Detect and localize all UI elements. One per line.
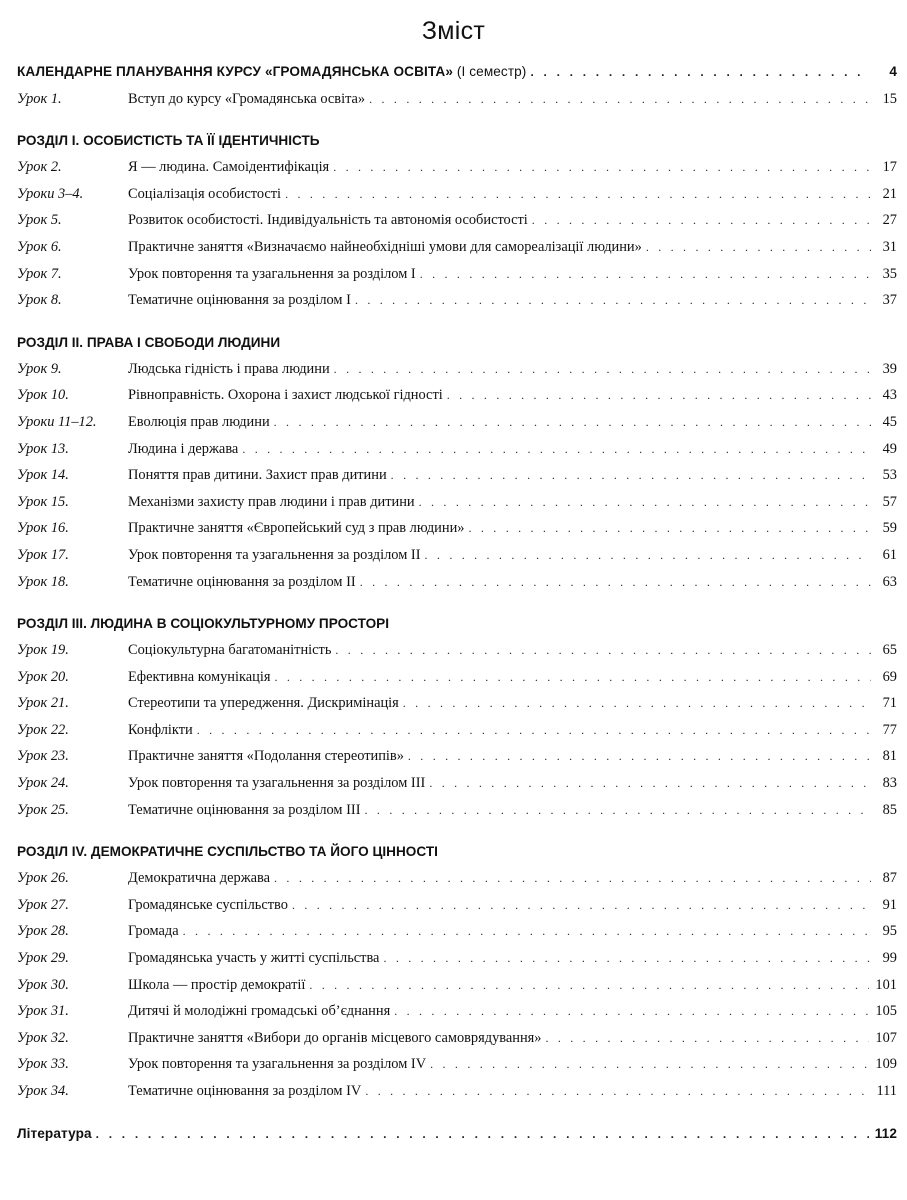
dot-leader <box>383 951 871 966</box>
toc-entry-lesson[interactable] <box>17 977 897 1004</box>
toc-page-number: 87 <box>882 870 897 887</box>
dot-leader <box>469 521 872 536</box>
lesson-number: Урок 18. <box>17 573 69 590</box>
toc-entry-title: Демократична держава <box>128 870 271 887</box>
lesson-number: Урок 1. <box>17 90 62 107</box>
toc-page-number: 49 <box>882 440 897 457</box>
dot-leader <box>420 267 871 282</box>
dot-leader <box>335 643 871 658</box>
toc-entry-lesson[interactable] <box>17 292 897 319</box>
toc-entry-lesson[interactable] <box>17 722 897 749</box>
dot-leader <box>530 65 871 79</box>
dot-leader <box>183 924 871 939</box>
toc-page-number: 91 <box>882 896 897 913</box>
toc-entry-title: Практичне заняття «Подолання стереотипів» <box>128 748 404 765</box>
dot-leader <box>545 1031 869 1046</box>
dot-leader <box>334 362 871 377</box>
toc-entry-lesson[interactable] <box>17 574 897 601</box>
toc-page-number: 111 <box>876 1083 897 1099</box>
toc-entry-title: Поняття прав дитини. Захист прав дитини <box>128 467 387 484</box>
toc-entry-title: Урок повторення та узагальнення за розділом IV <box>128 1056 427 1073</box>
toc-entry-lesson[interactable] <box>17 547 897 574</box>
lesson-number: Урок 22. <box>17 721 69 738</box>
toc-entry-lesson[interactable] <box>17 414 897 441</box>
toc-page-number: 77 <box>882 721 897 738</box>
toc-page-number: 85 <box>882 801 897 818</box>
toc-page-number: 53 <box>882 467 897 484</box>
toc-entry-title: Громадянське суспільство <box>128 896 288 913</box>
toc-entry-title: Розвиток особистості. Індивідуальність та автономія особистості <box>128 212 528 229</box>
toc-entry-lesson[interactable] <box>17 387 897 414</box>
dot-leader <box>333 160 871 175</box>
dot-leader <box>394 1004 869 1019</box>
dot-leader <box>646 240 871 255</box>
lesson-number: Урок 16. <box>17 520 69 537</box>
dot-leader <box>365 803 871 818</box>
toc-page-number: 59 <box>882 520 897 537</box>
toc-page-number: 43 <box>882 387 897 404</box>
toc-entry-lesson[interactable] <box>17 159 897 186</box>
toc-entry-title: Школа — простір демократії <box>128 976 306 993</box>
toc-page-number: 99 <box>882 950 897 967</box>
dot-leader <box>365 1084 870 1099</box>
toc-entry-lesson[interactable] <box>17 695 897 722</box>
lesson-number: Урок 33. <box>17 1056 69 1073</box>
toc-entry-lesson[interactable] <box>17 1030 897 1057</box>
dot-leader <box>355 293 871 308</box>
toc-entry-title: Стереотипи та упередження. Дискримінація <box>128 695 399 712</box>
lesson-number: Урок 14. <box>17 467 69 484</box>
lesson-number: Урок 19. <box>17 642 69 659</box>
section-heading: РОЗДІЛ IV. ДЕМОКРАТИЧНЕ СУСПІЛЬСТВО ТА ЙОГО ЦІННОСТІ <box>17 844 438 860</box>
toc-entry-lesson[interactable] <box>17 467 897 494</box>
toc-entry-title: Тематичне оцінювання за розділом ІІ <box>128 573 356 590</box>
toc-entry-lesson[interactable] <box>17 775 897 802</box>
toc-page-number: 57 <box>882 493 897 510</box>
toc-entry-calendar[interactable] <box>17 64 897 91</box>
toc-entry-title: Література <box>17 1125 92 1141</box>
lesson-number: Урок 31. <box>17 1003 69 1020</box>
dot-leader <box>292 898 871 913</box>
dot-leader <box>285 187 871 202</box>
dot-leader <box>274 415 871 430</box>
toc-entry-title: Соціалізація особистості <box>128 185 282 202</box>
dot-leader <box>447 388 871 403</box>
toc-entry-title: Людина і держава <box>128 440 239 457</box>
toc-entry-lesson[interactable] <box>17 520 897 547</box>
dot-leader <box>403 696 871 711</box>
toc-entry-title: Урок повторення та узагальнення за розділом ІІ <box>128 546 421 563</box>
toc-page-number: 39 <box>882 360 897 377</box>
toc-page-number: 27 <box>882 212 897 229</box>
table-of-contents <box>17 64 897 1152</box>
lesson-number: Урок 25. <box>17 801 69 818</box>
toc-page-number: 65 <box>882 642 897 659</box>
toc-entry-lesson[interactable] <box>17 870 897 897</box>
toc-entry-title: Вступ до курсу «Громадянська освіта» <box>128 90 366 107</box>
dot-leader <box>274 670 871 685</box>
toc-page-number: 4 <box>889 64 897 79</box>
toc-entry-title: Урок повторення та узагальнення за розділом І <box>128 265 416 282</box>
lesson-number: Уроки 3–4. <box>17 185 84 202</box>
dot-leader <box>429 776 871 791</box>
lesson-number: Урок 30. <box>17 976 69 993</box>
dot-leader <box>425 548 871 563</box>
toc-page-number: 15 <box>882 90 897 107</box>
toc-entry-title: Тематичне оцінювання за розділом IV <box>128 1083 362 1099</box>
toc-page-number: 69 <box>882 668 897 685</box>
toc-entry-lesson[interactable] <box>17 1003 897 1030</box>
toc-page-number: 61 <box>882 546 897 563</box>
dot-leader <box>532 213 871 228</box>
toc-entry-literature[interactable] <box>17 1126 897 1153</box>
lesson-number: Урок 6. <box>17 238 62 255</box>
section-heading: РОЗДІЛ І. ОСОБИСТІСТЬ ТА ЇЇ ІДЕНТИЧНІСТЬ <box>17 133 320 149</box>
toc-entry-lesson[interactable] <box>17 669 897 696</box>
toc-entry-title: Практичне заняття «Вибори до органів місцевого самоврядування» <box>128 1029 542 1046</box>
toc-entry-title: Ефективна комунікація <box>128 668 271 685</box>
dot-leader <box>408 749 871 764</box>
toc-page-number: 83 <box>882 775 897 792</box>
toc-page-number: 37 <box>882 292 897 309</box>
toc-entry-title: Урок повторення та узагальнення за розділом ІІІ <box>128 775 426 792</box>
toc-page-number: 95 <box>882 923 897 940</box>
toc-page-number: 112 <box>874 1125 897 1141</box>
toc-entry-lesson[interactable] <box>17 950 897 977</box>
section-heading: РОЗДІЛ ІІІ. ЛЮДИНА В СОЦІОКУЛЬТУРНОМУ ПРОСТОРІ <box>17 616 390 632</box>
lesson-number: Урок 7. <box>17 265 62 282</box>
lesson-number: Урок 28. <box>17 923 69 940</box>
toc-page-number: 107 <box>875 1029 897 1046</box>
toc-entry-title: Рівноправність. Охорона і захист людської гідності <box>128 387 443 404</box>
lesson-number: Урок 2. <box>17 159 62 176</box>
toc-entry-lesson[interactable] <box>17 266 897 293</box>
toc-page-number: 35 <box>882 265 897 282</box>
toc-entry-title: Я — людина. Самоідентифікація <box>128 159 330 176</box>
lesson-number: Урок 17. <box>17 546 69 563</box>
toc-entry-lesson[interactable] <box>17 748 897 775</box>
toc-entry-title: Тематичне оцінювання за розділом І <box>128 292 351 309</box>
toc-entry-lesson[interactable] <box>17 186 897 213</box>
toc-entry-lesson[interactable] <box>17 1056 897 1083</box>
dot-leader <box>309 978 869 993</box>
toc-page-number: 63 <box>882 573 897 590</box>
toc-entry-title: Практичне заняття «Визначаємо найнеобхідніші умови для самореалізації людини» <box>128 238 642 255</box>
lesson-number: Урок 8. <box>17 292 62 309</box>
toc-page-number: 105 <box>875 1003 897 1020</box>
toc-entry-title: Дитячі й молодіжні громадські об’єднання <box>128 1003 391 1020</box>
lesson-number: Урок 27. <box>17 896 69 913</box>
lesson-number: Урок 23. <box>17 748 69 765</box>
dot-leader <box>369 92 871 107</box>
toc-entry-lesson[interactable] <box>17 1083 897 1110</box>
toc-page-number: 81 <box>882 748 897 765</box>
toc-entry-lesson[interactable] <box>17 91 897 118</box>
toc-page-number: 109 <box>875 1056 897 1073</box>
toc-page-number: 101 <box>875 976 897 993</box>
dot-leader <box>419 495 871 510</box>
dot-leader <box>274 871 871 886</box>
toc-entry-lesson[interactable] <box>17 923 897 950</box>
lesson-number: Урок 34. <box>17 1083 69 1099</box>
dot-leader <box>360 575 871 590</box>
toc-entry-lesson[interactable] <box>17 802 897 829</box>
toc-entry-title: Людська гідність і права людини <box>128 360 330 377</box>
toc-entry-title: КАЛЕНДАРНЕ ПЛАНУВАННЯ КУРСУ «ГРОМАДЯНСЬКА ОСВІТА» (І семестр) <box>17 64 527 79</box>
toc-entry-title: Громадянська участь у житті суспільства <box>128 950 380 967</box>
lesson-number: Урок 5. <box>17 212 62 229</box>
dot-leader <box>96 1127 869 1141</box>
toc-entry-lesson[interactable] <box>17 239 897 266</box>
toc-entry-lesson[interactable] <box>17 494 897 521</box>
lesson-number: Урок 29. <box>17 950 69 967</box>
dot-leader <box>242 442 871 457</box>
lesson-number: Урок 20. <box>17 668 69 685</box>
lesson-number: Урок 24. <box>17 775 69 792</box>
lesson-number: Урок 13. <box>17 440 69 457</box>
toc-entry-title: Практичне заняття «Європейський суд з прав людини» <box>128 520 465 537</box>
lesson-number: Урок 26. <box>17 870 69 887</box>
toc-page-number: 45 <box>882 413 897 430</box>
lesson-number: Урок 9. <box>17 360 62 377</box>
toc-entry-title: Соціокультурна багатоманітність <box>128 642 332 659</box>
toc-entry-lesson[interactable] <box>17 441 897 468</box>
toc-entry-title: Громада <box>128 923 179 940</box>
lesson-number: Урок 10. <box>17 387 69 404</box>
toc-page-number: 31 <box>882 238 897 255</box>
dot-leader <box>197 723 871 738</box>
lesson-number: Урок 32. <box>17 1029 69 1046</box>
toc-entry-lesson[interactable] <box>17 212 897 239</box>
lesson-number: Уроки 11–12. <box>17 413 97 430</box>
toc-entry-lesson[interactable] <box>17 897 897 924</box>
toc-entry-lesson[interactable] <box>17 361 897 388</box>
dot-leader <box>391 468 871 483</box>
toc-entry-title: Еволюція прав людини <box>128 413 270 430</box>
toc-entry-title: Механізми захисту прав людини і прав дитини <box>128 493 415 510</box>
toc-page-number: 71 <box>882 695 897 712</box>
section-heading: РОЗДІЛ ІІ. ПРАВА І СВОБОДИ ЛЮДИНИ <box>17 334 281 350</box>
page-title: Зміст <box>421 17 486 45</box>
toc-page-number: 17 <box>882 159 897 176</box>
toc-entry-lesson[interactable] <box>17 642 897 669</box>
toc-entry-title: Конфлікти <box>128 721 193 738</box>
lesson-number: Урок 15. <box>17 493 69 510</box>
toc-page-number: 21 <box>882 185 897 202</box>
lesson-number: Урок 21. <box>17 695 69 712</box>
dot-leader <box>430 1057 869 1072</box>
toc-entry-title: Тематичне оцінювання за розділом ІІІ <box>128 801 361 818</box>
